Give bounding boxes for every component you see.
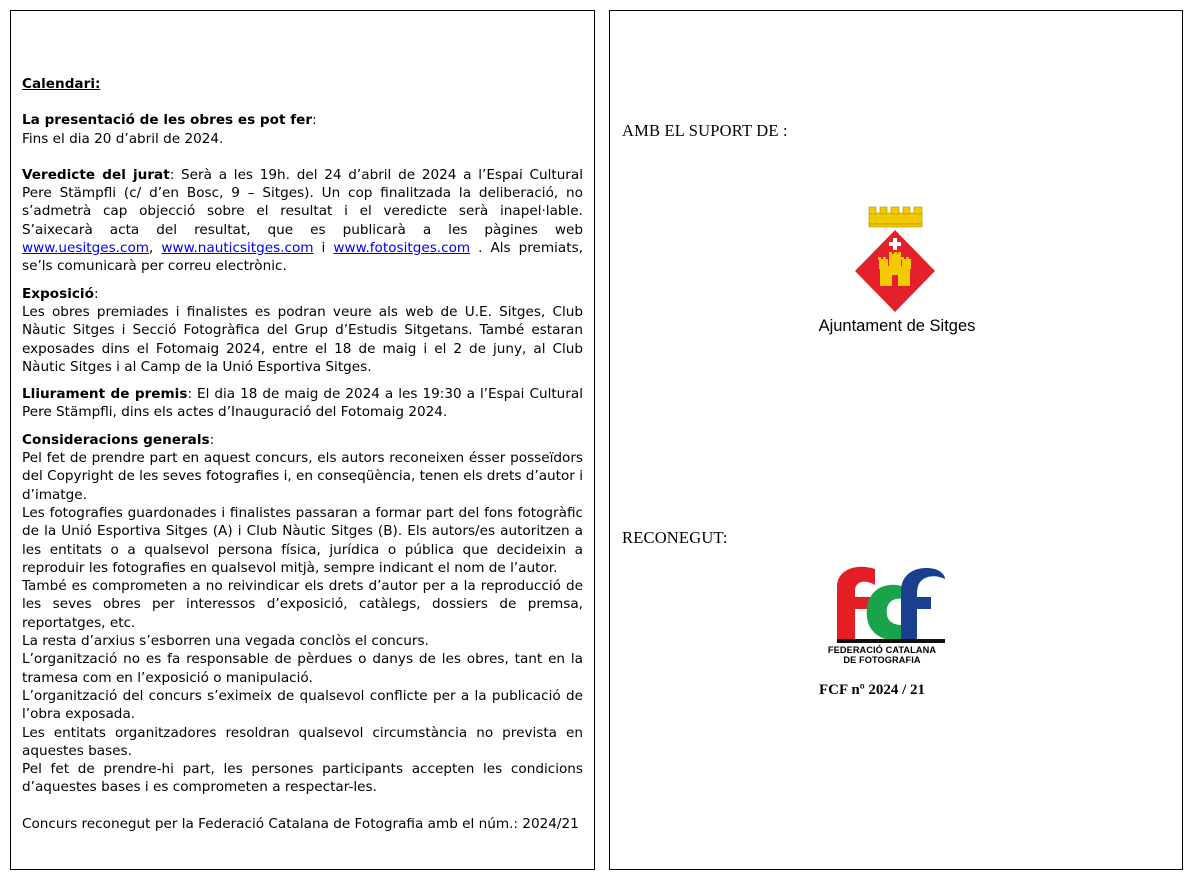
awards-heading: Lliurament de premis [22,386,188,403]
rules-page-panel [10,10,595,870]
exhibition-section: Exposició: [22,285,99,302]
fcf-emblem-icon [817,563,947,645]
calendar-title: Calendari: [22,76,101,92]
recognized-label: RECONEGUT: [622,528,728,547]
general-heading: Consideracions generals [22,431,210,448]
presentation-section: La presentació de les obres es pot fer: [22,112,317,129]
sitges-logo-text: Ajuntament de Sitges [818,317,976,335]
nauticsitges-link[interactable]: www.nauticsitges.com [161,240,314,257]
general-paragraph: Pel fet de prendre part en aquest concurs, els autors reconeixen ésser posseïdors del Copyright de les seves fotografies i, en conseqüència, tenen els drets d’autor i d’imatge. [22,450,583,503]
ajuntament-sitges-logo [817,204,977,352]
exhibition-text: Les obres premiades i finalistes es podran veure als web de U.E. Sitges, Club Nàutic Sitges i Secció Fotogràfica del Grup d’Estudis Sitgetans. També estaran exposades dins el Fotomaig 2024, entre el 18 de maig i el 2 de juny, al Club Nàutic Sitges i al Camp de la Unió Esportiva Sitges. [22,303,583,375]
general-paragraph: La resta d’arxius s’esborren una vegada conclòs el concurs. [22,633,429,650]
fcf-registration-number: FCF nº 2024 / 21 [819,682,926,698]
general-paragraph: L’organització del concurs s’eximeix de qualsevol conflicte per a la publicació de l’obra exposada. [22,687,583,723]
support-label: AMB EL SUPORT DE : [622,121,788,140]
uesitges-link[interactable]: www.uesitges.com [22,240,150,257]
presentation-text: Fins el dia 20 d’abril de 2024. [22,130,224,147]
general-section: Consideracions generals: [22,431,215,448]
support-page-panel [609,10,1183,870]
rules-text [22,75,583,833]
fcf-logo [817,563,947,673]
jury-section: Veredicte del jurat: Serà a les 19h. del 24 d’abril de 2024 a l’Espai Cultural Pere Stämpfli (c/ d’en Bosc, 9 – Sitges). Un cop finalitzada la deliberació, no s’admetrà cap objecció sobre el resultat i el veredicte serà inapel·lable. S’aixecarà acta del resultat, que es publicarà a les pàgines web www.uesitges.com, www.nauticsitges.com i www.fotositges.com . Als premiats, se’ls comunicarà per correu electrònic. [22,166,584,275]
exhibition-heading: Exposició [22,285,94,302]
fotositges-link[interactable]: www.fotositges.com [333,240,471,257]
presentation-heading: La presentació de les obres es pot fer [22,112,313,129]
recognition-footer: Concurs reconegut per la Federació Catalana de Fotografia amb el núm.: 2024/21 [22,815,579,832]
fcf-logo-text: FEDERACIÓ CATALANA DE FOTOGRAFIA [827,645,937,665]
sitges-coat-of-arms-icon [817,204,977,314]
general-paragraph: També es comprometen a no reivindicar els drets d’autor per a la reproducció de les seves obres per interessos d’exposició, catàlegs, dossiers de premsa, reportatges, etc. [22,578,583,631]
general-paragraph: Les entitats organitzadores resoldran qualsevol circumstància no prevista en aquestes bases. [22,724,583,759]
jury-heading: Veredicte del jurat [22,166,170,183]
general-paragraph: L’organització no es fa responsable de pèrdues o danys de les obres, tant en la tramesa com en l’exposició o manipulació. [22,651,583,686]
awards-section: Lliurament de premis: El dia 18 de maig de 2024 a les 19:30 a l’Espai Cultural Pere Stämpfli, dins els actes d’Inauguració del Fotomaig 2024. [22,386,583,421]
general-paragraph: Les fotografies guardonades i finalistes passaran a formar part del fons fotogràfic de la Unió Esportiva Sitges (A) i Club Nàutic Sitges (B). Els autors/es autoritzen a les entitats o a qualsevol persona física, jurídica o pública que decideixin a reproduir les fotografies en qualsevol mitjà, sempre indicant el nom de l’autor. [22,504,583,576]
general-paragraph: Pel fet de prendre-hi part, les persones participants accepten les condicions d’aquestes bases i es comprometen a respectar-les. [22,761,583,796]
